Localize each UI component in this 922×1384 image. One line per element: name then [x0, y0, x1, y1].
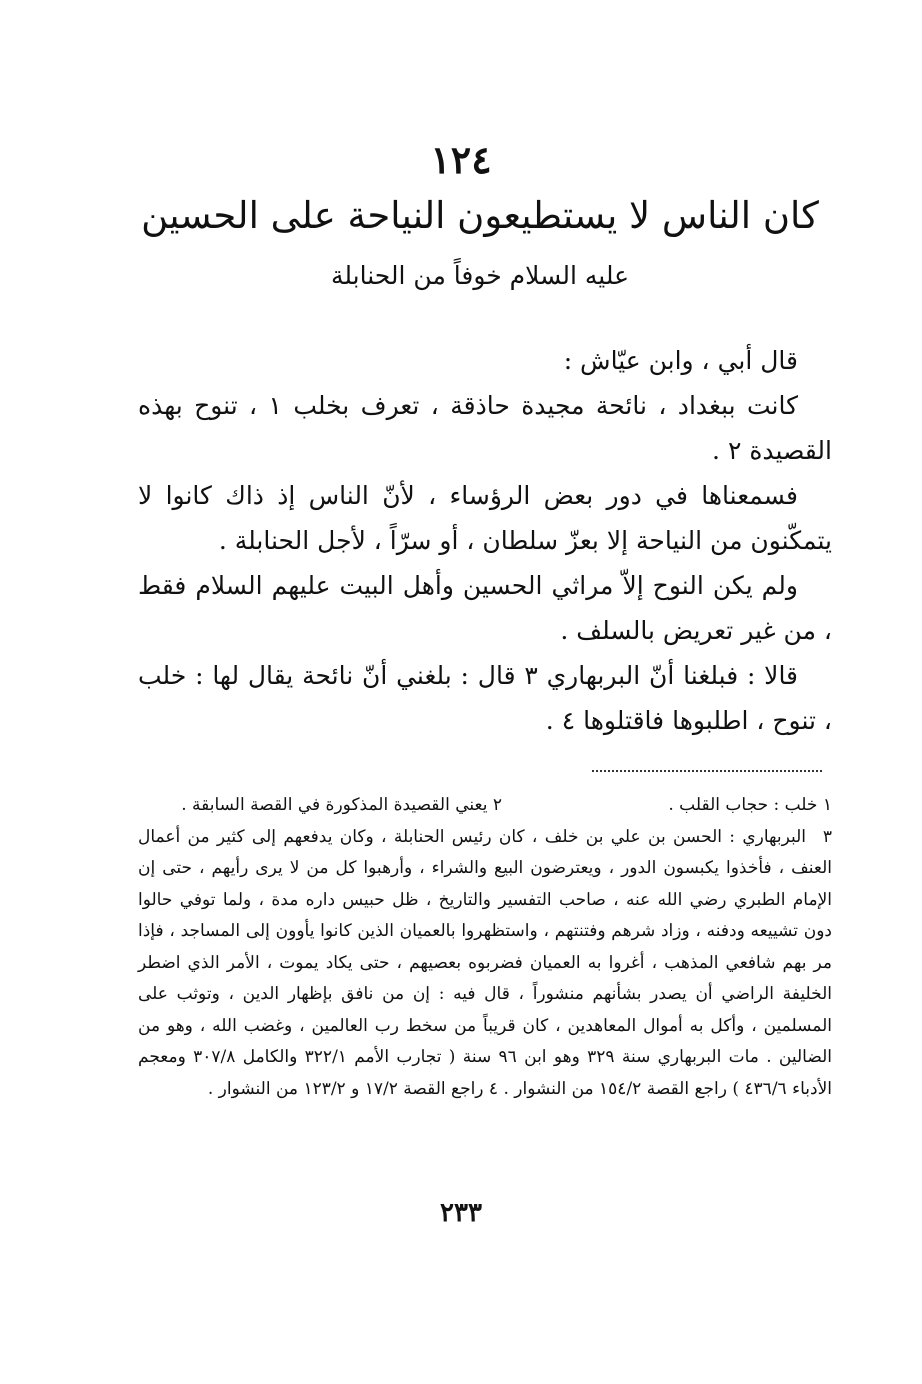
body-paragraph: قالا : فبلغنا أنّ البربهاري ٣ قال : بلغني أنّ نائحة يقال لها : خلب ، تنوح ، اطلبوها فاقتلوها ٤ .: [138, 661, 832, 735]
footnote-divider: [592, 770, 822, 772]
story-body: [138, 338, 832, 743]
footnote-4: ٤ راجع القصة ١٧/٢ و ١٢٣/٢ من النشوار .: [207, 1078, 499, 1099]
footnote-row: [138, 790, 832, 822]
body-paragraph: كانت ببغداد ، نائحة مجيدة حاذقة ، تعرف بخلب ١ ، تنوح بهذه القصيدة ٢ .: [138, 391, 832, 465]
body-paragraph: قال أبي ، وابن عيّاش :: [563, 346, 798, 375]
footnote-1: ١ خلب : حجاب القلب .: [668, 795, 832, 815]
story-subtitle: عليه السلام خوفاً من الحنابلة: [330, 261, 630, 290]
footnote-2: ٢ يعني القصيدة المذكورة في القصة السابقة .: [181, 795, 502, 815]
body-paragraph: ولم يكن النوح إلاّ مراثي الحسين وأهل البيت عليهم السلام فقط ، من غير تعريض بالسلف .: [138, 571, 832, 645]
story-number: ١٢٤: [430, 137, 492, 182]
footnote-3: [138, 822, 832, 1106]
page-number: ٢٣٣: [440, 1198, 482, 1228]
body-paragraph: فسمعناها في دور بعض الرؤساء ، لأنّ الناس إذ ذاك كانوا لا يتمكّنون من النياحة إلا بعزّ سلطان ، أو سرّاً ، لأجل الحنابلة .: [138, 481, 832, 555]
footnotes: [138, 790, 832, 1105]
footnote-3-text: البربهاري : الحسن بن علي بن خلف ، كان رئيس الحنابلة ، وكان يدفعهم إلى كثير من أعمال العنف ، فأخذوا يكبسون الدور ، ويعترضون البيع والشراء ، وأرهبوا كل من لا يرى رأيهم ، حتى إن الإمام الطبري رضي الله عنه ، صاحب التفسير والتاريخ ، ظل حبيس داره مدة ، ولما توفي حالوا دون تشييعه ودفنه ، وزاد شرهم وفتنتهم ، واستظهروا بالعميان الذين كانوا يأوون إلى المساجد ، فإذا مر بهم شافعي المذهب ، أغروا به العميان فضربوه بعصيهم ، حتى يكاد يموت ، الأمر الذي اضطر الخليفة الراضي أن يصدر بشأنهم منشوراً ، قال فيه : إن من نافق بإظهار الدين ، وتوثب على المسلمين ، وأكل به أموال المعاهدين ، كان قريباً من سخط رب العالمين ، وغضب الله ، وهو من الضالين . مات البربهاري سنة ٣٢٩ وهو ابن ٩٦ سنة ( تجارب الأمم ٣٢٢/١ والكامل ٣٠٧/٨ ومعجم الأدباء ٤٣٦/٦ ) راجع القصة ١٥٤/٢ من النشوار .: [138, 826, 832, 1099]
story-title: كان الناس لا يستطيعون النياحة على الحسين: [141, 194, 819, 237]
footnote-3-number: ٣: [822, 826, 832, 847]
